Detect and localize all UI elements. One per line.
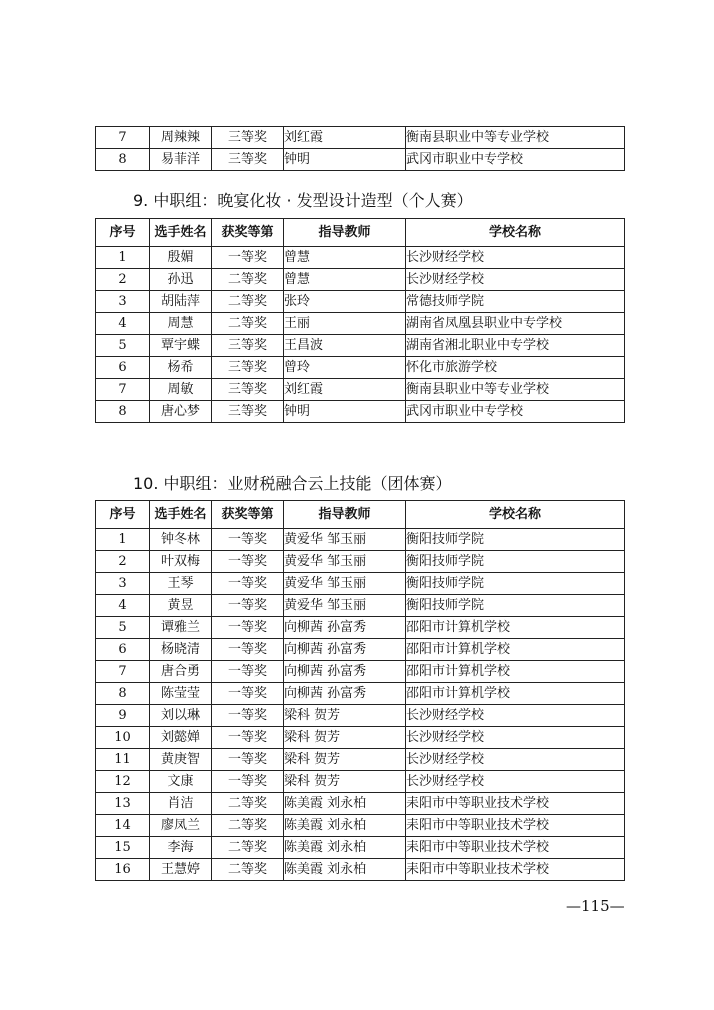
cell-school: 长沙财经学校 bbox=[406, 269, 625, 291]
cell-name: 黄昱 bbox=[150, 595, 212, 617]
cell-name: 殷媚 bbox=[150, 247, 212, 269]
header-row bbox=[96, 219, 625, 247]
cell-school: 武冈市职业中专学校 bbox=[406, 401, 625, 423]
cell-name: 黄庚智 bbox=[150, 749, 212, 771]
cell-school: 衡阳技师学院 bbox=[406, 529, 625, 551]
cell-school: 湖南省凤凰县职业中专学校 bbox=[406, 313, 625, 335]
cell-index: 4 bbox=[96, 313, 150, 335]
cell-award: 二等奖 bbox=[212, 837, 284, 859]
cell-name: 王慧婷 bbox=[150, 859, 212, 881]
cell-school: 耒阳市中等职业技术学校 bbox=[406, 837, 625, 859]
cell-school: 邵阳市计算机学校 bbox=[406, 639, 625, 661]
cell-award: 三等奖 bbox=[212, 401, 284, 423]
cell-index: 8 bbox=[96, 149, 150, 171]
cell-award: 三等奖 bbox=[212, 127, 284, 149]
header-row bbox=[96, 501, 625, 529]
table-row bbox=[96, 401, 625, 423]
cell-name: 李海 bbox=[150, 837, 212, 859]
col-header-index: 序号 bbox=[96, 219, 150, 247]
cell-school: 长沙财经学校 bbox=[406, 247, 625, 269]
cell-school: 衡南县职业中等专业学校 bbox=[406, 379, 625, 401]
cell-index: 7 bbox=[96, 379, 150, 401]
table-row bbox=[96, 727, 625, 749]
cell-school: 长沙财经学校 bbox=[406, 727, 625, 749]
cell-school: 湖南省湘北职业中专学校 bbox=[406, 335, 625, 357]
cell-name: 刘懿婵 bbox=[150, 727, 212, 749]
table-row bbox=[96, 815, 625, 837]
top-award-table bbox=[95, 126, 625, 171]
col-header-school: 学校名称 bbox=[406, 501, 625, 529]
cell-teacher: 王丽 bbox=[284, 313, 406, 335]
col-header-award: 获奖等第 bbox=[212, 219, 284, 247]
cell-award: 一等奖 bbox=[212, 617, 284, 639]
cell-name: 杨希 bbox=[150, 357, 212, 379]
cell-award: 二等奖 bbox=[212, 859, 284, 881]
cell-index: 4 bbox=[96, 595, 150, 617]
table-row bbox=[96, 551, 625, 573]
cell-teacher: 陈美霞 刘永柏 bbox=[284, 815, 406, 837]
cell-award: 一等奖 bbox=[212, 727, 284, 749]
cell-name: 陈莹莹 bbox=[150, 683, 212, 705]
cell-teacher: 曾慧 bbox=[284, 269, 406, 291]
cell-teacher: 钟明 bbox=[284, 149, 406, 171]
cell-school: 邵阳市计算机学校 bbox=[406, 617, 625, 639]
table-row bbox=[96, 661, 625, 683]
cell-teacher: 陈美霞 刘永柏 bbox=[284, 837, 406, 859]
cell-name: 覃宇蝶 bbox=[150, 335, 212, 357]
cell-teacher: 向柳茜 孙富秀 bbox=[284, 617, 406, 639]
cell-name: 廖凤兰 bbox=[150, 815, 212, 837]
cell-index: 8 bbox=[96, 401, 150, 423]
cell-name: 孙迅 bbox=[150, 269, 212, 291]
cell-teacher: 黄爱华 邹玉丽 bbox=[284, 573, 406, 595]
table-row bbox=[96, 573, 625, 595]
cell-school: 邵阳市计算机学校 bbox=[406, 661, 625, 683]
cell-index: 5 bbox=[96, 335, 150, 357]
cell-name: 谭雅兰 bbox=[150, 617, 212, 639]
section-10-table bbox=[95, 500, 625, 881]
cell-school: 衡南县职业中等专业学校 bbox=[406, 127, 625, 149]
cell-award: 一等奖 bbox=[212, 705, 284, 727]
cell-teacher: 向柳茜 孙富秀 bbox=[284, 683, 406, 705]
cell-name: 唐合勇 bbox=[150, 661, 212, 683]
cell-school: 耒阳市中等职业技术学校 bbox=[406, 793, 625, 815]
cell-award: 一等奖 bbox=[212, 551, 284, 573]
col-header-award: 获奖等第 bbox=[212, 501, 284, 529]
cell-teacher: 梁科 贺芳 bbox=[284, 771, 406, 793]
cell-teacher: 黄爱华 邹玉丽 bbox=[284, 595, 406, 617]
cell-index: 9 bbox=[96, 705, 150, 727]
cell-award: 二等奖 bbox=[212, 291, 284, 313]
cell-index: 13 bbox=[96, 793, 150, 815]
cell-name: 周慧 bbox=[150, 313, 212, 335]
cell-award: 三等奖 bbox=[212, 335, 284, 357]
cell-teacher: 王昌波 bbox=[284, 335, 406, 357]
table-row bbox=[96, 335, 625, 357]
cell-award: 一等奖 bbox=[212, 595, 284, 617]
col-header-teacher: 指导教师 bbox=[284, 501, 406, 529]
cell-teacher: 梁科 贺芳 bbox=[284, 705, 406, 727]
cell-index: 2 bbox=[96, 551, 150, 573]
table-row bbox=[96, 357, 625, 379]
cell-school: 衡阳技师学院 bbox=[406, 595, 625, 617]
cell-index: 14 bbox=[96, 815, 150, 837]
cell-school: 邵阳市计算机学校 bbox=[406, 683, 625, 705]
cell-index: 7 bbox=[96, 661, 150, 683]
table-row bbox=[96, 313, 625, 335]
table-row bbox=[96, 793, 625, 815]
cell-award: 一等奖 bbox=[212, 683, 284, 705]
cell-index: 11 bbox=[96, 749, 150, 771]
cell-name: 肖洁 bbox=[150, 793, 212, 815]
cell-index: 5 bbox=[96, 617, 150, 639]
cell-award: 二等奖 bbox=[212, 269, 284, 291]
table-row bbox=[96, 837, 625, 859]
table-row bbox=[96, 617, 625, 639]
cell-index: 3 bbox=[96, 573, 150, 595]
col-header-name: 选手姓名 bbox=[150, 501, 212, 529]
cell-award: 一等奖 bbox=[212, 749, 284, 771]
cell-name: 王琴 bbox=[150, 573, 212, 595]
cell-award: 一等奖 bbox=[212, 529, 284, 551]
cell-teacher: 梁科 贺芳 bbox=[284, 727, 406, 749]
cell-school: 耒阳市中等职业技术学校 bbox=[406, 859, 625, 881]
cell-award: 一等奖 bbox=[212, 771, 284, 793]
cell-award: 二等奖 bbox=[212, 793, 284, 815]
cell-name: 文康 bbox=[150, 771, 212, 793]
cell-index: 3 bbox=[96, 291, 150, 313]
cell-school: 长沙财经学校 bbox=[406, 705, 625, 727]
section-10-heading: 10. 中职组：业财税融合云上技能（团体赛） bbox=[133, 474, 452, 493]
table-row bbox=[96, 595, 625, 617]
cell-award: 三等奖 bbox=[212, 149, 284, 171]
cell-school: 常德技师学院 bbox=[406, 291, 625, 313]
table-row bbox=[96, 247, 625, 269]
cell-name: 钟冬林 bbox=[150, 529, 212, 551]
cell-index: 1 bbox=[96, 529, 150, 551]
cell-name: 叶双梅 bbox=[150, 551, 212, 573]
cell-school: 长沙财经学校 bbox=[406, 771, 625, 793]
table-row bbox=[96, 705, 625, 727]
page-number: —115— bbox=[566, 897, 625, 915]
cell-teacher: 向柳茜 孙富秀 bbox=[284, 661, 406, 683]
cell-teacher: 刘红霞 bbox=[284, 127, 406, 149]
cell-index: 15 bbox=[96, 837, 150, 859]
cell-index: 12 bbox=[96, 771, 150, 793]
cell-award: 一等奖 bbox=[212, 661, 284, 683]
section-9-table bbox=[95, 218, 625, 423]
section-9-heading: 9. 中职组：晚宴化妆 · 发型设计造型（个人赛） bbox=[133, 191, 473, 210]
col-header-school: 学校名称 bbox=[406, 219, 625, 247]
cell-teacher: 曾玲 bbox=[284, 357, 406, 379]
cell-award: 一等奖 bbox=[212, 247, 284, 269]
cell-name: 周敏 bbox=[150, 379, 212, 401]
table-row bbox=[96, 149, 625, 171]
cell-award: 二等奖 bbox=[212, 815, 284, 837]
cell-index: 8 bbox=[96, 683, 150, 705]
cell-name: 胡陆萍 bbox=[150, 291, 212, 313]
table-row bbox=[96, 269, 625, 291]
cell-name: 杨晓清 bbox=[150, 639, 212, 661]
table-row bbox=[96, 749, 625, 771]
cell-name: 唐心梦 bbox=[150, 401, 212, 423]
cell-teacher: 曾慧 bbox=[284, 247, 406, 269]
cell-index: 6 bbox=[96, 639, 150, 661]
cell-name: 周辣辣 bbox=[150, 127, 212, 149]
cell-school: 怀化市旅游学校 bbox=[406, 357, 625, 379]
table-row bbox=[96, 639, 625, 661]
cell-index: 2 bbox=[96, 269, 150, 291]
table-row bbox=[96, 379, 625, 401]
cell-teacher: 向柳茜 孙富秀 bbox=[284, 639, 406, 661]
cell-teacher: 黄爱华 邹玉丽 bbox=[284, 551, 406, 573]
cell-teacher: 刘红霞 bbox=[284, 379, 406, 401]
cell-school: 衡阳技师学院 bbox=[406, 551, 625, 573]
table-row bbox=[96, 771, 625, 793]
col-header-teacher: 指导教师 bbox=[284, 219, 406, 247]
table-row bbox=[96, 291, 625, 313]
cell-award: 三等奖 bbox=[212, 357, 284, 379]
cell-index: 16 bbox=[96, 859, 150, 881]
col-header-index: 序号 bbox=[96, 501, 150, 529]
cell-award: 三等奖 bbox=[212, 379, 284, 401]
table-row bbox=[96, 683, 625, 705]
cell-award: 二等奖 bbox=[212, 313, 284, 335]
cell-teacher: 陈美霞 刘永柏 bbox=[284, 859, 406, 881]
cell-school: 衡阳技师学院 bbox=[406, 573, 625, 595]
cell-index: 1 bbox=[96, 247, 150, 269]
cell-award: 一等奖 bbox=[212, 573, 284, 595]
cell-teacher: 陈美霞 刘永柏 bbox=[284, 793, 406, 815]
cell-teacher: 黄爱华 邹玉丽 bbox=[284, 529, 406, 551]
cell-teacher: 梁科 贺芳 bbox=[284, 749, 406, 771]
cell-school: 长沙财经学校 bbox=[406, 749, 625, 771]
cell-school: 耒阳市中等职业技术学校 bbox=[406, 815, 625, 837]
col-header-name: 选手姓名 bbox=[150, 219, 212, 247]
cell-index: 7 bbox=[96, 127, 150, 149]
cell-name: 刘以琳 bbox=[150, 705, 212, 727]
cell-index: 6 bbox=[96, 357, 150, 379]
cell-index: 10 bbox=[96, 727, 150, 749]
cell-award: 一等奖 bbox=[212, 639, 284, 661]
table-row bbox=[96, 859, 625, 881]
cell-teacher: 张玲 bbox=[284, 291, 406, 313]
table-row bbox=[96, 529, 625, 551]
table-row bbox=[96, 127, 625, 149]
cell-name: 易菲洋 bbox=[150, 149, 212, 171]
cell-teacher: 钟明 bbox=[284, 401, 406, 423]
cell-school: 武冈市职业中专学校 bbox=[406, 149, 625, 171]
